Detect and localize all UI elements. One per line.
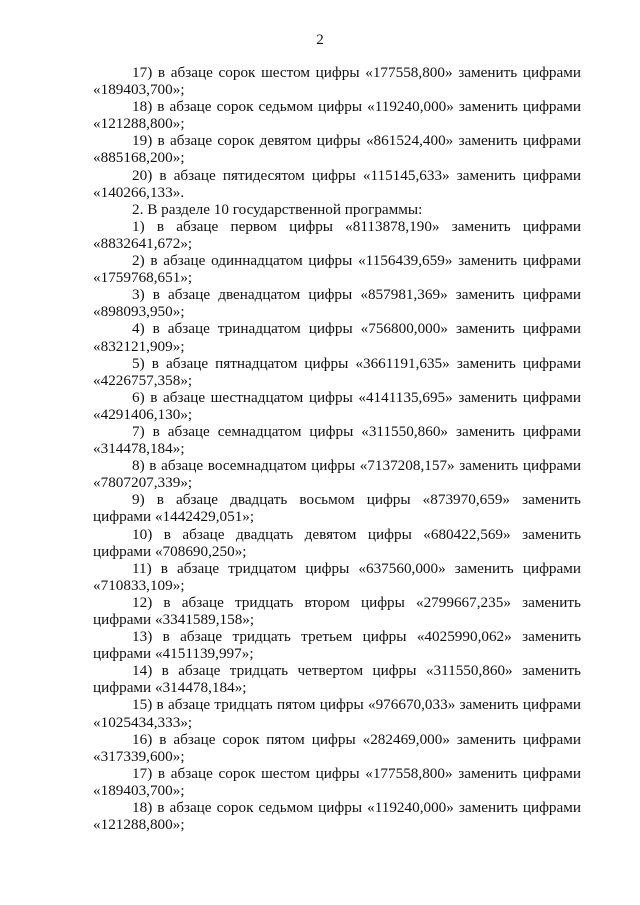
paragraph: 1) в абзаце первом цифры «8113878,190» заменить цифрами «8832641,672»; — [93, 217, 581, 252]
paragraph: 17) в абзаце сорок шестом цифры «177558,800» заменить цифрами «189403,700»; — [93, 764, 581, 799]
paragraph: 13) в абзаце тридцать третьем цифры «4025990,062» заменить цифрами «4151139,997»; — [93, 628, 581, 663]
paragraph: 17) в абзаце сорок шестом цифры «177558,800» заменить цифрами «189403,700»; — [93, 64, 581, 99]
paragraph: 4) в абзаце тринадцатом цифры «756800,000» заменить цифрами «832121,909»; — [93, 320, 581, 355]
paragraph: 10) в абзаце двадцать девятом цифры «680422,569» заменить цифрами «708690,250»; — [93, 525, 581, 560]
paragraph: 12) в абзаце тридцать втором цифры «2799667,235» заменить цифрами «3341589,158»; — [93, 593, 581, 628]
paragraph: 2) в абзаце одиннадцатом цифры «1156439,659» заменить цифрами «1759768,651»; — [93, 252, 581, 287]
document-body — [93, 64, 581, 833]
paragraph: 6) в абзаце шестнадцатом цифры «4141135,695» заменить цифрами «4291406,130»; — [93, 388, 581, 423]
paragraph: 7) в абзаце семнадцатом цифры «311550,860» заменить цифрами «314478,184»; — [93, 422, 581, 458]
paragraph: 5) в абзаце пятнадцатом цифры «3661191,635» заменить цифрами «4226757,358»; — [93, 354, 581, 389]
paragraph: 16) в абзаце сорок пятом цифры «282469,000» заменить цифрами «317339,600»; — [93, 730, 581, 765]
paragraph: 18) в абзаце сорок седьмом цифры «119240,000» заменить цифрами «121288,800»; — [93, 98, 581, 133]
paragraph: 15) в абзаце тридцать пятом цифры «976670,033» заменить цифрами «1025434,333»; — [93, 696, 581, 731]
paragraph: 20) в абзаце пятидесятом цифры «115145,633» заменить цифрами «140266,133». — [93, 166, 581, 201]
paragraph: 8) в абзаце восемнадцатом цифры «7137208,157» заменить цифрами «7807207,339»; — [93, 457, 581, 492]
paragraph: 18) в абзаце сорок седьмом цифры «119240,000» заменить цифрами «121288,800»; — [93, 799, 581, 834]
paragraph: 19) в абзаце сорок девятом цифры «861524,400» заменить цифрами «885168,200»; — [93, 132, 581, 167]
paragraph: 3) в абзаце двенадцатом цифры «857981,369» заменить цифрами «898093,950»; — [93, 286, 581, 321]
paragraph: 11) в абзаце тридцатом цифры «637560,000» заменить цифрами «710833,109»; — [93, 559, 581, 594]
section-heading: 2. В разделе 10 государственной программы: — [132, 200, 423, 218]
page-number: 2 — [316, 32, 324, 48]
paragraph: 14) в абзаце тридцать четвертом цифры «311550,860» заменить цифрами «314478,184»; — [93, 662, 581, 697]
paragraph: 9) в абзаце двадцать восьмом цифры «873970,659» заменить цифрами «1442429,051»; — [93, 491, 581, 526]
